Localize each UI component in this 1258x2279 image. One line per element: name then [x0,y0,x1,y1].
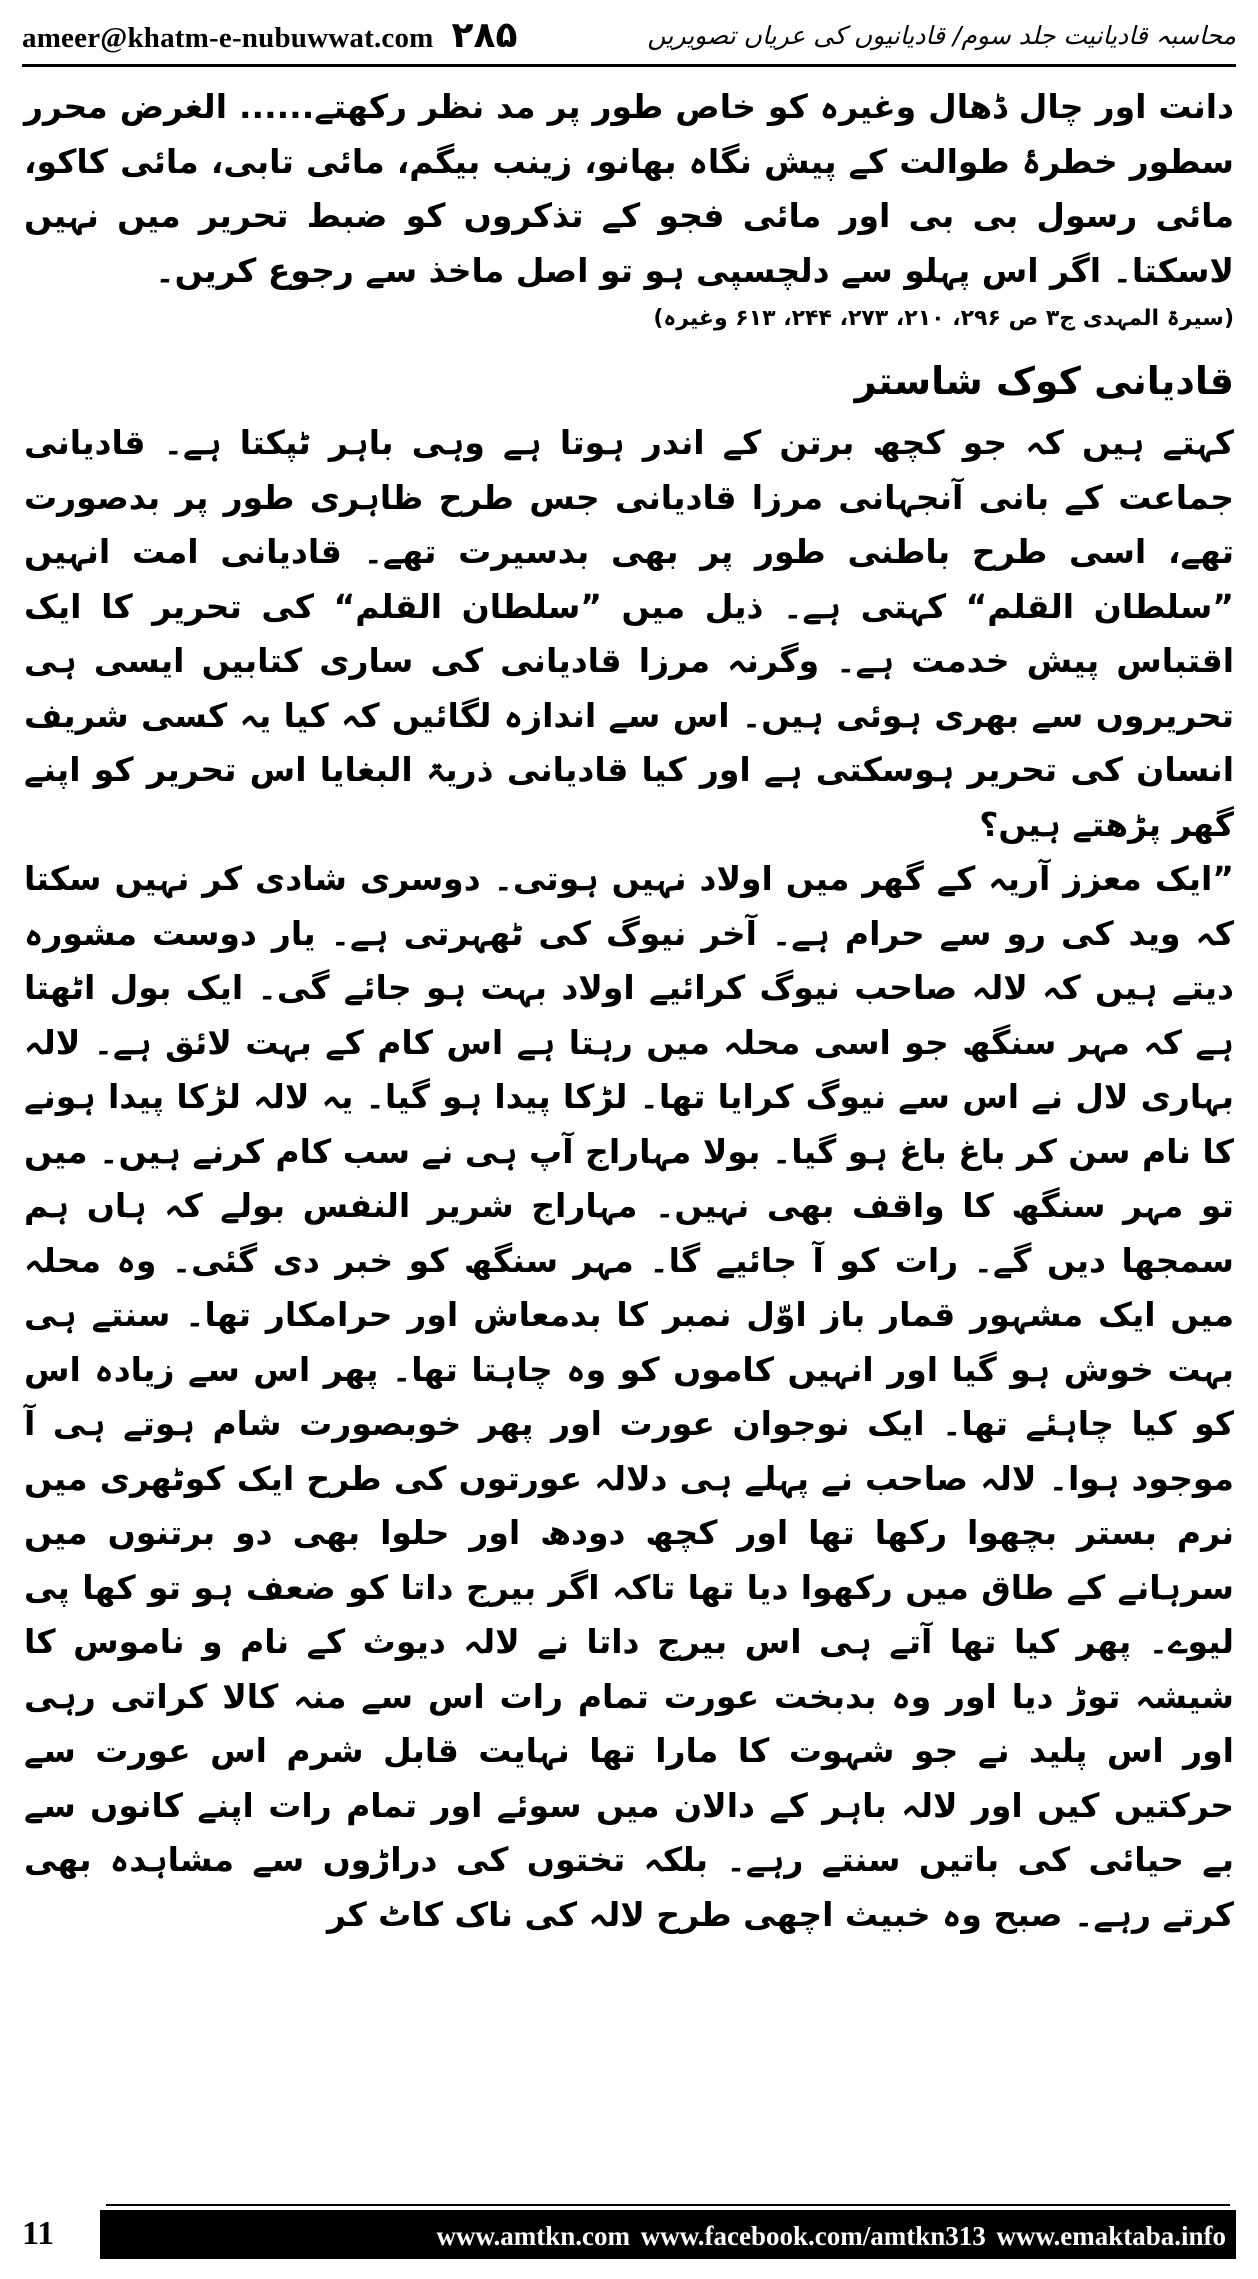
page-content [24,80,1234,2179]
reference-citation: (سیرۃ المہدی ج۳ ص ۲۹۶، ۲۱۰، ۲۷۳، ۲۴۴، ۶۱۳ وغیرہ) [653,306,1234,331]
header-page-number: ۲۸۵ [451,14,518,56]
page-header [22,6,1236,67]
section-heading: قادیانی کوک شاستر [854,359,1234,403]
footer-page-number: 11 [22,2215,55,2252]
paragraph-2: کہتے ہیں کہ جو کچھ برتن کے اندر ہوتا ہے وہی باہر ٹپکتا ہے۔ قادیانی جماعت کے بانی آنجہانی مرزا قادیانی جس طرح ظاہری طور پر بدصورت تھے، اسی طرح باطنی طور پر بھی بدسیرت تھے۔ قادیانی امت انہیں ”سلطان القلم“ کہتی ہے۔ ذیل میں ”سلطان القلم“ کی تحریر کا ایک اقتباس پیش خدمت ہے۔ وگرنہ مرزا قادیانی کی ساری کتابیں ایسی ہی تحریروں سے بھری ہوئی ہیں۔ اس سے اندازہ لگائیں کہ کیا یہ کسی شریف انسان کی تحریر ہوسکتی ہے اور کیا قادیانی ذریۃ البغایا اس تحریر کو اپنے گھر پڑھتے ہیں؟ [24,423,1234,844]
page-footer [22,2203,1236,2265]
header-book-title: محاسبہ قادیانیت جلد سوم/ قادیانیوں کی عریاں تصویریں [647,20,1236,50]
paragraph-1: دانت اور چال ڈھال وغیرہ کو خاص طور پر مد نظر رکھتے...... الغرض محرر سطور خطرۂ طوالت کے پیش نگاہ بھانو، زینب بیگم، مائی تابی، مائی کاکو، مائی رسول بی بی اور مائی فجو کے تذکروں کو ضبط تحریر میں نہیں لاسکتا۔ اگر اس پہلو سے دلچسپی ہو تو اصل ماخذ سے رجوع کریں۔ [24,87,1234,290]
header-left [22,15,517,56]
header-email: ameer@khatm-e-nubuwwat.com [22,21,434,54]
paragraph-3-quote: ”ایک معزز آریہ کے گھر میں اولاد نہیں ہوتی۔ دوسری شادی کر نہیں سکتا کہ وید کی رو سے حرام ہے۔ آخر نیوگ کی ٹھہرتی ہے۔ یار دوست مشورہ دیتے ہیں کہ لالہ صاحب نیوگ کرائیے اولاد بہت ہو جائے گی۔ ایک بول اٹھتا ہے کہ مہر سنگھ جو اسی محلہ میں رہتا ہے اس کام کے بہت لائق ہے۔ لالہ بہاری لال نے اس سے نیوگ کرایا تھا۔ لڑکا پیدا ہو گیا۔ یہ لالہ لڑکا پیدا ہونے کا نام سن کر باغ باغ ہو گیا۔ بولا مہاراج آپ ہی نے سب کام کرنے ہیں۔ میں تو مہر سنگھ کا واقف بھی نہیں۔ مہاراج شریر النفس بولے کہ ہاں ہم سمجھا دیں گے۔ رات کو آ جائیے گا۔ مہر سنگھ کو خبر دی گئی۔ وہ محلہ میں ایک مشہور قمار باز اوّل نمبر کا بدمعاش اور حرامکار تھا۔ سنتے ہی بہت خوش ہو گیا اور انہیں کاموں کو وہ چاہتا تھا۔ پھر اس سے زیادہ اس کو کیا چاہئے تھا۔ ایک نوجوان عورت اور پھر خوبصورت شام ہوتے ہی آ موجود ہوا۔ لالہ صاحب نے پہلے ہی دلالہ عورتوں کی طرح ایک کوٹھری میں نرم بستر بچھوا رکھا تھا اور کچھ دودھ اور حلوا بھی دو برتنوں میں سرہانے کے طاق میں رکھوا دیا تھا تاکہ اگر بیرج داتا کو ضعف ہو تو کھا پی لیوے۔ پھر کیا تھا آتے ہی اس بیرج داتا نے لالہ دیوث کے نام و ناموس کا شیشہ توڑ دیا اور وہ بدبخت عورت تمام رات اس سے منہ کالا کراتی رہی اور اس پلید نے جو شہوت کا مارا تھا نہایت قابل شرم اس عورت سے حرکتیں کیں اور لالہ باہر کے دالان میں سوئے اور تمام رات اپنے کانوں سے بے حیائی کی باتیں سنتے رہے۔ بلکہ تختوں کی دراڑوں سے مشاہدہ بھی کرتے رہے۔ صبح وہ خبیث اچھی طرح لالہ کی ناک کاٹ کر [24,859,1234,1934]
footer-links: www.amtkn.com www.facebook.com/amtkn313 www.emaktaba.info [100,2210,1236,2259]
